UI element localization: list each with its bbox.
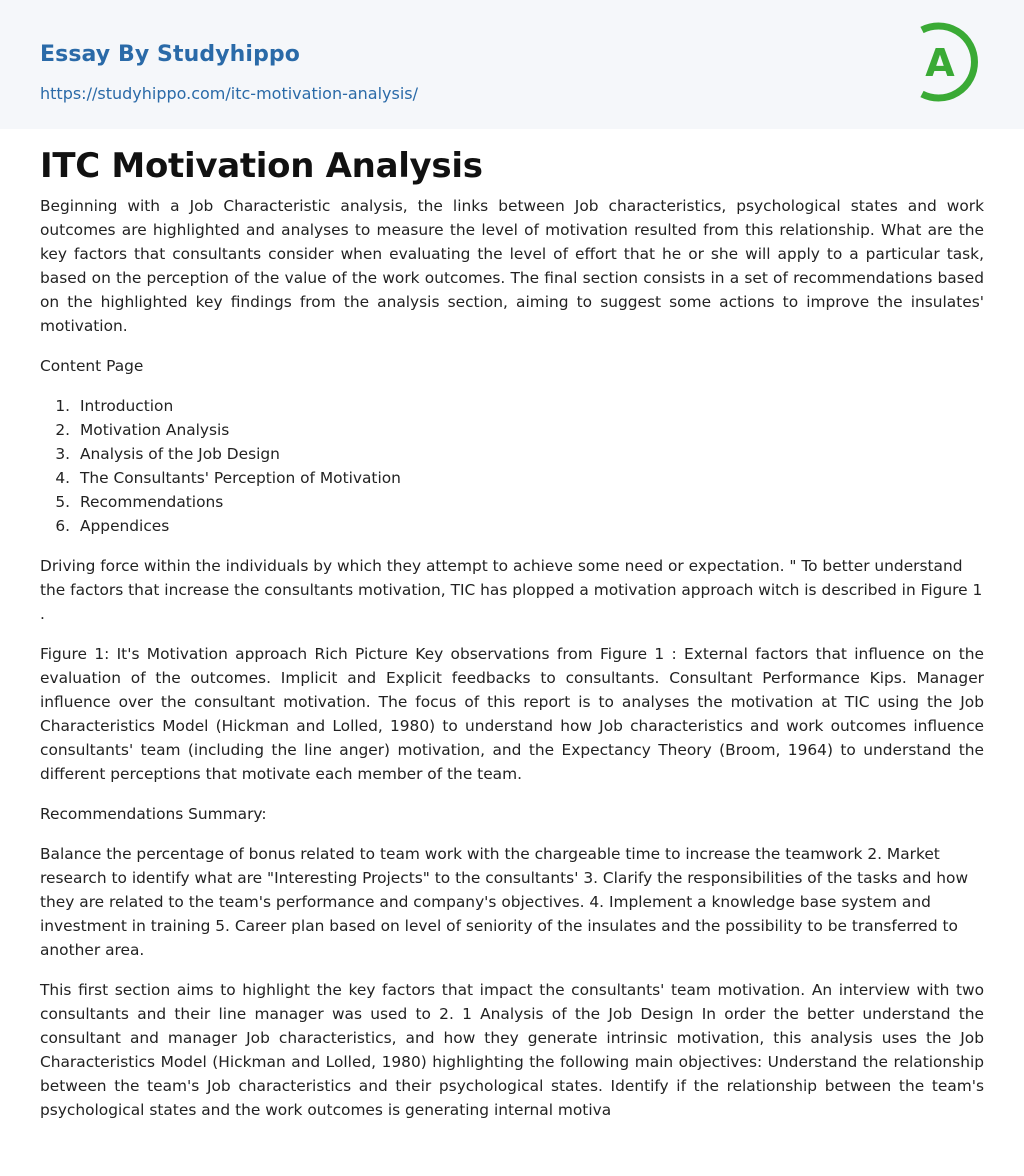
toc-label: Recommendations [80,493,224,511]
recommendations-paragraph: Balance the percentage of bonus related to team work with the chargeable time to increase the teamwork 2. Market research to identify what are "Interesting Projects" to the consultants' 3. Clarify the responsibilities of the tasks and how they are related to the team's performance and company's objectives. 4. Implement a knowledge base system and investment in training 5. Career plan based on level of seniority of the insulates and the possibility to be transferred to another area. [40,845,969,959]
site-header [0,0,1024,129]
toc-item [40,466,984,490]
driving-force-paragraph: Driving force within the individuals by which they attempt to achieve some need or expectation. " To better understand the factors that increase the consultants motivation, TIC has plopped a motivation approach witch is described in Figure 1 . [40,557,983,623]
toc-number: 6. [55,517,70,535]
toc-number: 1. [55,397,70,415]
toc-label: The Consultants' Perception of Motivation [80,469,401,487]
article-body [40,194,984,1138]
recommendations-heading: Recommendations Summary: [40,805,267,823]
figure-paragraph: Figure 1: It's Motivation approach Rich Picture Key observations from Figure 1 : External factors that influence on the evaluation of the outcomes. Implicit and Explicit feedbacks to consultants. Consultant Performance Kips. Manager influence over the consultant motivation. The focus of this report is to analyses the motivation at TIC using the Job Characteristics Model (Hickman and Lolled, 1980) to understand how Job characteristics and work outcomes influence consultants' team (including the line anger) motivation, and the Expectancy Theory (Broom, 1964) to understand the different perceptions that motivate each member of the team. [40,645,984,783]
source-url-link[interactable]: https://studyhippo.com/itc-motivation-analysis/ [40,84,419,103]
toc-item [40,442,984,466]
page-title: ITC Motivation Analysis [40,146,483,186]
toc-label: Introduction [80,397,174,415]
toc-number: 2. [55,421,70,439]
toc-label: Analysis of the Job Design [80,445,280,463]
intro-paragraph: Beginning with a Job Characteristic analysis, the links between Job characteristics, psychological states and work outcomes are highlighted and analyses to measure the level of motivation resulted from this relationship. What are the key factors that consultants consider when evaluating the level of effort that he or she will apply to a particular task, based on the perception of the value of the work outcomes. The final section consists in a set of recommendations based on the highlighted key findings from the analysis section, aiming to suggest some actions to improve the insulates' motivation. [40,197,984,335]
content-page-heading: Content Page [40,357,144,375]
toc-number: 5. [55,493,70,511]
toc-label: Appendices [80,517,170,535]
logo-letter: A [925,41,955,85]
toc-number: 4. [55,469,70,487]
table-of-contents [40,394,984,538]
toc-item [40,514,984,538]
studyhippo-logo-icon[interactable] [908,18,988,106]
toc-item [40,490,984,514]
toc-number: 3. [55,445,70,463]
brand-name[interactable]: Essay By Studyhippo [40,42,300,67]
toc-item [40,394,984,418]
toc-item [40,418,984,442]
toc-label: Motivation Analysis [80,421,230,439]
first-section-paragraph: This first section aims to highlight the key factors that impact the consultants' team motivation. An interview with two consultants and their line manager was used to 2. 1 Analysis of the Job Design In order the better understand the consultant and manager Job characteristics, and how they generate intrinsic motivation, this analysis uses the Job Characteristics Model (Hickman and Lolled, 1980) highlighting the following main objectives: Understand the relationship between the team's Job characteristics and their psychological states. Identify if the relationship between the team's psychological states and the work outcomes is generating internal motiva [40,981,984,1119]
